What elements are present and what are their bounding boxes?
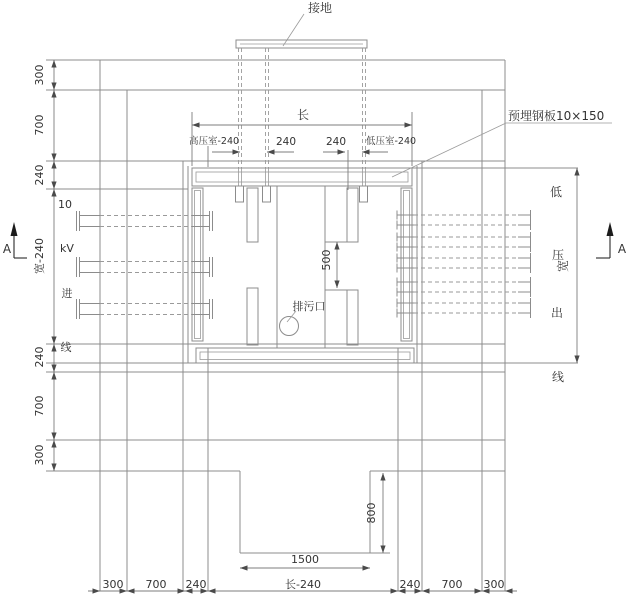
dim-800-label: 800 [365,502,378,524]
dim-500-label: 500 [320,249,333,271]
lv-char-di: 低 [549,185,563,199]
dim-bottom-700-left: 700 [145,578,167,591]
dim-left-300-top: 300 [33,64,46,86]
dim-hv-room: 高压室-240 [188,136,240,147]
plate-leader-line [392,123,506,177]
dim-bottom-chain [88,578,517,594]
lv-char-chu: 出 [550,306,564,320]
hv-char-xian: 线 [60,341,72,354]
dim-pit-depth [365,473,386,553]
dim-1500-label: 1500 [291,553,319,566]
dim-left-700-top: 700 [33,114,46,136]
hv-char-jin: 进 [61,287,73,300]
drain-outlet [280,299,326,336]
dim-left-700-bottom: 700 [33,395,46,417]
dim-width-label: 宽 [556,259,570,273]
dim-length-label: 长 [296,108,310,122]
dim-left-width-minus: 宽-240 [33,238,46,274]
section-arrow-icon [11,222,18,236]
dim-left-240-bottom: 240 [33,346,46,368]
dim-bottom-300-left: 300 [102,578,124,591]
dim-pit-width [240,553,370,571]
grounding-leader-line [283,14,304,46]
dim-240-a: 240 [275,136,297,148]
section-arrow-icon [607,222,614,236]
dim-left-240-top: 240 [33,164,46,186]
dim-bottom-240-right: 240 [399,578,421,591]
dim-rail-gap [320,242,340,288]
dim-bottom-300-right: 300 [483,578,505,591]
dim-left-chain [33,60,57,471]
dim-bottom-length-minus: 长-240 [285,578,321,591]
rails-and-blocks [247,186,358,348]
dim-240-b: 240 [325,136,347,148]
room-outline [46,60,578,591]
section-label-right: A [617,242,627,256]
section-marker-left [3,222,27,258]
section-label-left: A [2,242,12,256]
dim-bottom-240-left: 240 [185,578,207,591]
grounding-label: 接地 [307,1,333,15]
hv-char-10: 10 [58,198,72,211]
dim-left-300-bottom: 300 [33,444,46,466]
dim-bottom-700-right: 700 [441,578,463,591]
section-marker-right [596,222,627,258]
embedded-plate-label: 预埋钢板10×150 [508,109,605,123]
lv-outgoing-label [550,185,564,384]
lv-char-ya: 压 [551,248,565,262]
hv-incoming-label [58,198,74,354]
lv-char-xian: 线 [551,370,565,384]
dim-lv-room: 低压室-240 [365,136,417,147]
drain-outlet-label: 排污口 [292,300,326,313]
hv-char-kv: kV [60,242,74,255]
